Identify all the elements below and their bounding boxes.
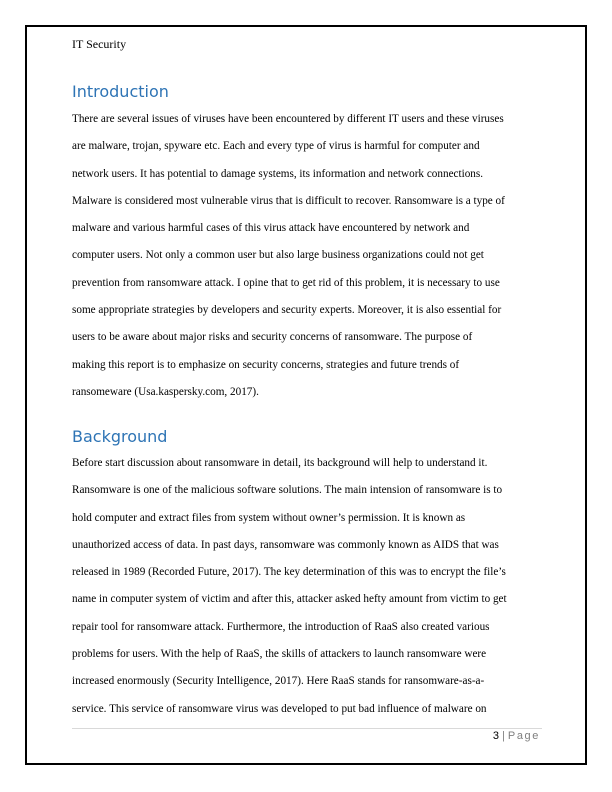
paragraph-line: hold computer and extract files from system without owner’s permission. It is known as	[72, 511, 466, 524]
paragraph-line: There are several issues of viruses have been encountered by different IT users and these viruses	[72, 113, 504, 125]
paragraph-line: problems for users. With the help of RaaS, the skills of attackers to launch ransomware were	[72, 648, 487, 661]
paragraph-line: users to be aware about major risks and security concerns of ransomware. The purpose of	[72, 331, 473, 344]
paragraph-line: malware and various harmful cases of this virus attack have encountered by network and	[72, 222, 470, 235]
background-paragraph	[72, 456, 542, 729]
paragraph-line: network users. It has potential to damage systems, its information and network connections.	[72, 167, 484, 180]
page-footer	[493, 730, 540, 742]
paragraph-line: service. This service of ransomware virus was developed to put bad influence of malware on	[72, 702, 487, 715]
paragraph-line: making this report is to emphasize on security concerns, strategies and future trends of	[72, 358, 460, 371]
paragraph-line: increased enormously (Security Intelligence, 2017). Here RaaS stands for ransomware-as-a-	[72, 675, 485, 688]
paragraph-line: repair tool for ransomware attack. Furthermore, the introduction of RaaS also created various	[72, 620, 490, 633]
footer-separator: |	[502, 730, 505, 742]
paragraph-line: released in 1989 (Recorded Future, 2017). The key determination of this was to encrypt the file’s	[72, 566, 506, 579]
page-label: Page	[507, 730, 540, 742]
paragraph-line: some appropriate strategies by developers and security experts. Moreover, it is also essential for	[72, 304, 502, 317]
paragraph-line: name in computer system of victim and after this, attacker asked hefty amount from victim to get	[72, 593, 507, 606]
introduction-heading: Introduction	[72, 82, 169, 101]
page-number: 3	[492, 730, 500, 742]
paragraph-line: Before start discussion about ransomware in detail, its background will help to understand it.	[72, 457, 488, 469]
paragraph-line: ransomeware (Usa.kaspersky.com, 2017).	[72, 385, 259, 398]
footer-divider	[72, 728, 542, 729]
paragraph-line: Ransomware is one of the malicious software solutions. The main intension of ransomware is to	[72, 484, 503, 497]
paragraph-line: unauthorized access of data. In past days, ransomware was commonly known as AIDS that was	[72, 538, 499, 551]
paragraph-line: are malware, trojan, spyware etc. Each and every type of virus is harmful for computer and	[72, 140, 480, 153]
paragraph-line: Malware is considered most vulnerable virus that is difficult to recover. Ransomware is a type of	[72, 194, 505, 207]
paragraph-line: prevention from ransomware attack. I opine that to get rid of this problem, it is necessary to use	[72, 276, 500, 289]
background-heading: Background	[72, 427, 168, 446]
introduction-paragraph	[72, 112, 542, 412]
paragraph-line: computer users. Not only a common user but also large business organizations could not get	[72, 249, 484, 262]
running-header: IT Security	[72, 37, 127, 51]
